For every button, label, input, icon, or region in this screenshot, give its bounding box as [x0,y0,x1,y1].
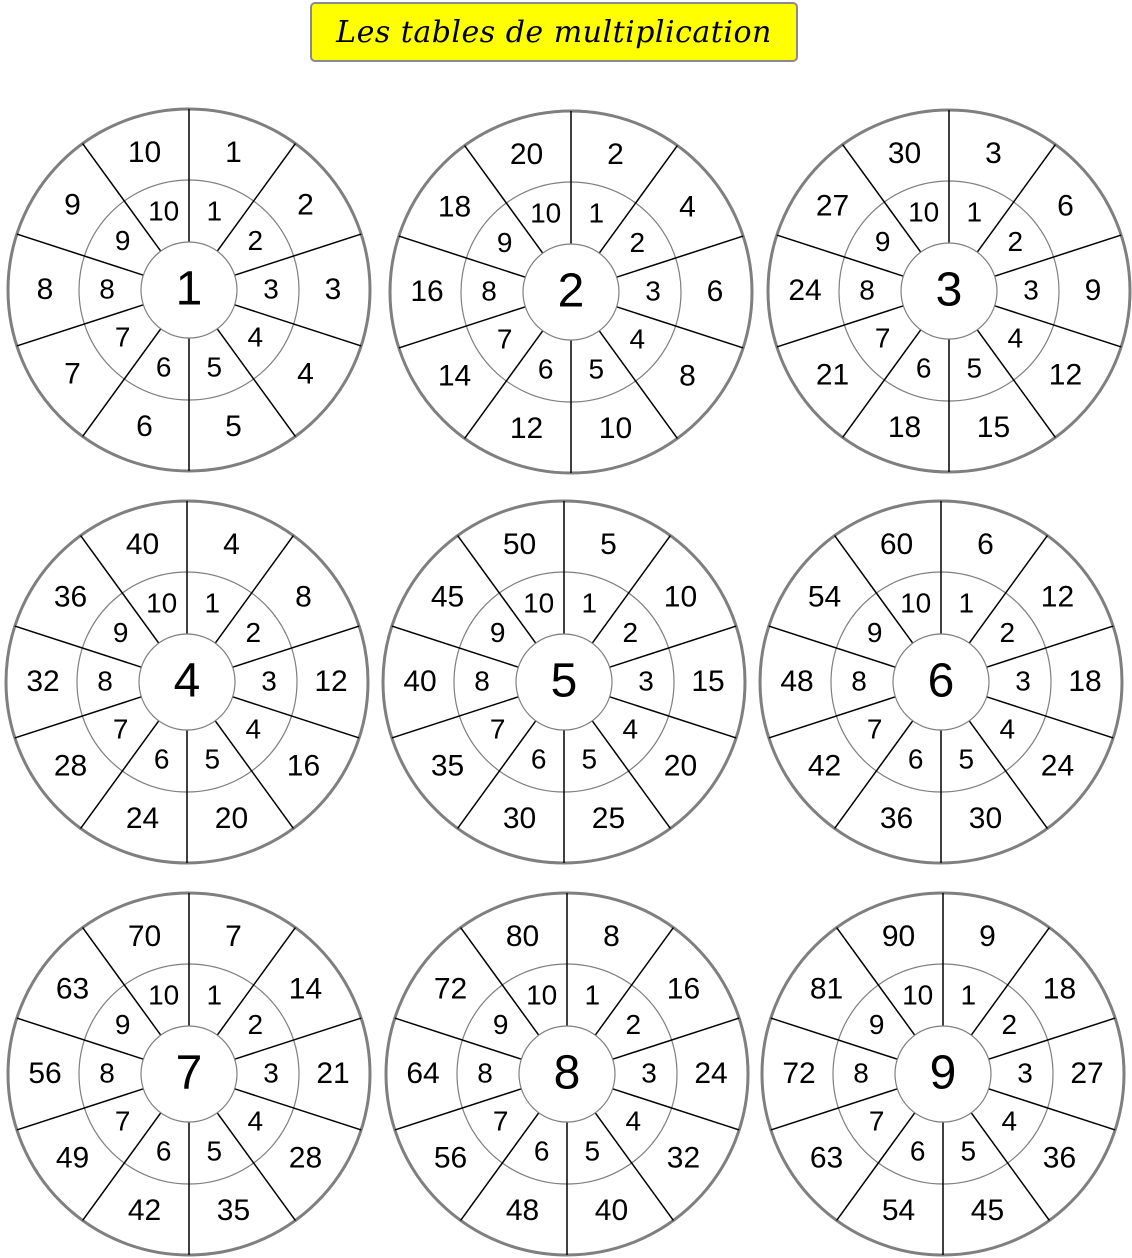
product-label: 4 [223,527,240,561]
product-label: 15 [691,664,725,698]
product-label: 20 [509,137,544,171]
multiplier-label: 8 [477,1057,493,1089]
multiplier-label: 9 [868,1009,885,1041]
page-title: Les tables de multiplication [336,14,772,50]
table-number: 3 [935,263,963,317]
multiplier-label: 6 [907,743,924,775]
product-label: 2 [297,188,314,222]
product-label: 63 [809,1141,844,1175]
wheel-table-5 [383,501,745,863]
wheel-table-1 [8,109,370,471]
multiplier-label: 6 [530,743,547,775]
product-label: 36 [53,580,88,614]
multiplier-label: 3 [641,1057,657,1089]
multiplier-label: 7 [489,713,506,745]
multiplier-label: 5 [960,1135,977,1167]
product-label: 1 [225,135,242,169]
product-label: 3 [324,272,342,306]
product-label: 12 [509,411,544,445]
product-label: 72 [433,972,468,1006]
multiplier-label: 10 [900,587,932,619]
product-label: 24 [125,801,160,835]
wheel-table-3 [768,110,1130,472]
product-label: 20 [214,801,249,835]
product-label: 8 [679,359,696,393]
product-label: 10 [598,411,633,445]
product-label: 6 [1057,189,1074,223]
multiplier-label: 8 [99,273,115,305]
multiplier-label: 3 [1015,665,1031,697]
multiplier-label: 7 [114,321,131,353]
multiplier-label: 7 [114,1105,131,1137]
product-label: 12 [314,664,348,698]
product-label: 18 [437,190,472,224]
multiplier-label: 8 [99,1057,115,1089]
product-label: 10 [127,135,162,169]
multiplier-label: 5 [588,353,605,385]
product-label: 5 [225,409,242,443]
multiplier-label: 4 [247,321,264,353]
product-label: 3 [985,136,1002,170]
multiplier-label: 2 [622,617,639,649]
multiplier-label: 8 [853,1057,869,1089]
product-label: 40 [594,1193,629,1227]
multiplier-label: 10 [908,196,940,228]
multiplier-label: 4 [247,1105,264,1137]
multiplier-label: 5 [581,743,598,775]
product-label: 6 [136,409,153,443]
product-label: 27 [815,189,850,223]
multiplier-label: 1 [966,196,983,228]
product-label: 5 [600,527,617,561]
product-label: 35 [216,1193,251,1227]
product-label: 14 [288,972,323,1006]
product-label: 16 [410,274,444,308]
product-label: 42 [807,749,842,783]
product-label: 6 [977,527,994,561]
multiplier-label: 3 [1023,274,1039,306]
product-label: 45 [430,580,465,614]
table-number: 1 [175,262,203,316]
multiplier-label: 9 [112,617,129,649]
multiplier-label: 2 [625,1009,642,1041]
product-label: 40 [403,664,437,698]
product-label: 4 [297,357,314,391]
product-label: 12 [1040,580,1075,614]
multiplier-label: 6 [155,1135,172,1167]
product-label: 25 [591,801,626,835]
multiplier-label: 4 [1001,1105,1018,1137]
product-label: 70 [127,919,162,953]
wheel-table-4 [6,501,368,863]
product-label: 4 [679,190,696,224]
multiplier-label: 8 [474,665,490,697]
product-label: 24 [1040,749,1075,783]
multiplier-label: 1 [584,979,601,1011]
multiplier-label: 2 [1001,1009,1018,1041]
wheel-table-2 [390,111,752,473]
multiplier-label: 4 [629,323,646,355]
product-label: 50 [502,527,537,561]
product-label: 16 [286,749,321,783]
table-number: 7 [175,1046,203,1100]
product-label: 18 [1042,972,1077,1006]
product-label: 56 [28,1056,62,1090]
product-label: 30 [887,136,922,170]
wheel-table-8 [386,893,748,1255]
product-label: 9 [1084,273,1102,307]
product-label: 35 [430,749,465,783]
product-label: 24 [788,273,822,307]
table-number: 8 [553,1046,581,1100]
product-label: 7 [64,357,81,391]
product-label: 21 [316,1056,350,1090]
product-label: 54 [807,580,842,614]
multiplier-label: 9 [866,617,883,649]
product-label: 30 [968,801,1003,835]
multiplier-label: 10 [148,195,180,227]
product-label: 32 [666,1141,701,1175]
table-number: 6 [927,654,955,708]
product-label: 80 [505,919,540,953]
multiplier-label: 2 [999,617,1016,649]
product-label: 28 [53,749,88,783]
product-label: 16 [666,972,701,1006]
multiplier-label: 7 [496,323,513,355]
multiplier-label: 10 [148,979,180,1011]
product-label: 40 [125,527,160,561]
product-label: 12 [1048,358,1083,392]
multiplier-label: 1 [206,979,223,1011]
multiplier-label: 6 [909,1135,926,1167]
table-number: 2 [557,264,585,318]
multiplier-label: 3 [1017,1057,1033,1089]
multiplier-label: 5 [206,1135,223,1167]
product-label: 6 [706,274,724,308]
product-label: 20 [663,749,698,783]
product-label: 42 [127,1193,162,1227]
product-label: 30 [502,801,537,835]
product-label: 63 [55,972,90,1006]
product-label: 45 [970,1193,1005,1227]
multiplier-label: 2 [247,225,264,257]
product-label: 9 [64,188,81,222]
multiplier-label: 3 [261,665,277,697]
product-label: 64 [406,1056,440,1090]
product-label: 9 [979,919,996,953]
multiplier-label: 4 [625,1105,642,1137]
multiplier-label: 6 [155,351,172,383]
multiplier-label: 1 [204,587,221,619]
wheel-table-7 [8,893,370,1255]
product-label: 18 [887,410,922,444]
product-label: 18 [1068,664,1102,698]
multiplier-label: 7 [112,713,129,745]
product-label: 8 [36,272,54,306]
product-label: 14 [437,359,472,393]
multiplier-label: 6 [533,1135,550,1167]
multiplier-label: 4 [999,713,1016,745]
multiplier-label: 9 [114,225,131,257]
multiplier-label: 8 [851,665,867,697]
multiplier-label: 3 [263,1057,279,1089]
multiplier-label: 9 [496,227,513,259]
multiplier-label: 10 [523,587,555,619]
product-label: 24 [694,1056,728,1090]
multiplier-label: 1 [581,587,598,619]
wheel-table-9 [762,893,1124,1255]
multiplier-label: 6 [537,353,554,385]
product-label: 60 [879,527,914,561]
multiplier-label: 9 [492,1009,509,1041]
product-label: 81 [809,972,844,1006]
multiplier-label: 1 [960,979,977,1011]
table-number: 9 [929,1046,957,1100]
product-label: 21 [815,358,850,392]
multiplier-label: 2 [1007,226,1024,258]
product-label: 2 [607,137,624,171]
multiplier-label: 6 [915,352,932,384]
product-label: 10 [663,580,698,614]
product-label: 32 [26,664,60,698]
product-label: 56 [433,1141,468,1175]
product-label: 90 [881,919,916,953]
multiplier-label: 10 [146,587,178,619]
multiplier-label: 9 [874,226,891,258]
multiplier-label: 4 [1007,322,1024,354]
product-label: 7 [225,919,242,953]
product-label: 27 [1070,1056,1104,1090]
multiplier-label: 7 [868,1105,885,1137]
product-label: 8 [603,919,620,953]
multiplier-label: 2 [245,617,262,649]
multiplier-label: 6 [153,743,170,775]
multiplier-label: 3 [638,665,654,697]
multiplier-label: 5 [958,743,975,775]
product-label: 8 [295,580,312,614]
multiplier-label: 9 [489,617,506,649]
product-label: 36 [1042,1141,1077,1175]
multiplier-label: 2 [629,227,646,259]
multiplier-label: 10 [530,197,562,229]
product-label: 49 [55,1141,90,1175]
multiplier-label: 10 [902,979,934,1011]
multiplier-label: 2 [247,1009,264,1041]
product-label: 48 [780,664,814,698]
product-label: 54 [881,1193,916,1227]
multiplier-label: 5 [966,352,983,384]
multiplier-label: 8 [481,275,497,307]
multiplier-label: 4 [622,713,639,745]
multiplier-label: 7 [866,713,883,745]
multiplier-label: 3 [263,273,279,305]
product-label: 36 [879,801,914,835]
multiplier-label: 7 [874,322,891,354]
multiplier-label: 1 [206,195,223,227]
multiplier-label: 5 [206,351,223,383]
multiplier-label: 8 [97,665,113,697]
multiplier-label: 7 [492,1105,509,1137]
multiplier-label: 9 [114,1009,131,1041]
product-label: 28 [288,1141,323,1175]
table-number: 5 [550,654,578,708]
product-label: 48 [505,1193,540,1227]
wheel-table-6 [760,501,1122,863]
multiplier-label: 4 [245,713,262,745]
multiplier-label: 5 [584,1135,601,1167]
multiplier-label: 5 [204,743,221,775]
multiplier-label: 8 [859,274,875,306]
multiplier-label: 3 [645,275,661,307]
product-label: 15 [976,410,1011,444]
multiplier-label: 1 [588,197,605,229]
product-label: 72 [782,1056,816,1090]
table-number: 4 [173,654,201,708]
multiplier-label: 1 [958,587,975,619]
multiplier-label: 10 [526,979,558,1011]
